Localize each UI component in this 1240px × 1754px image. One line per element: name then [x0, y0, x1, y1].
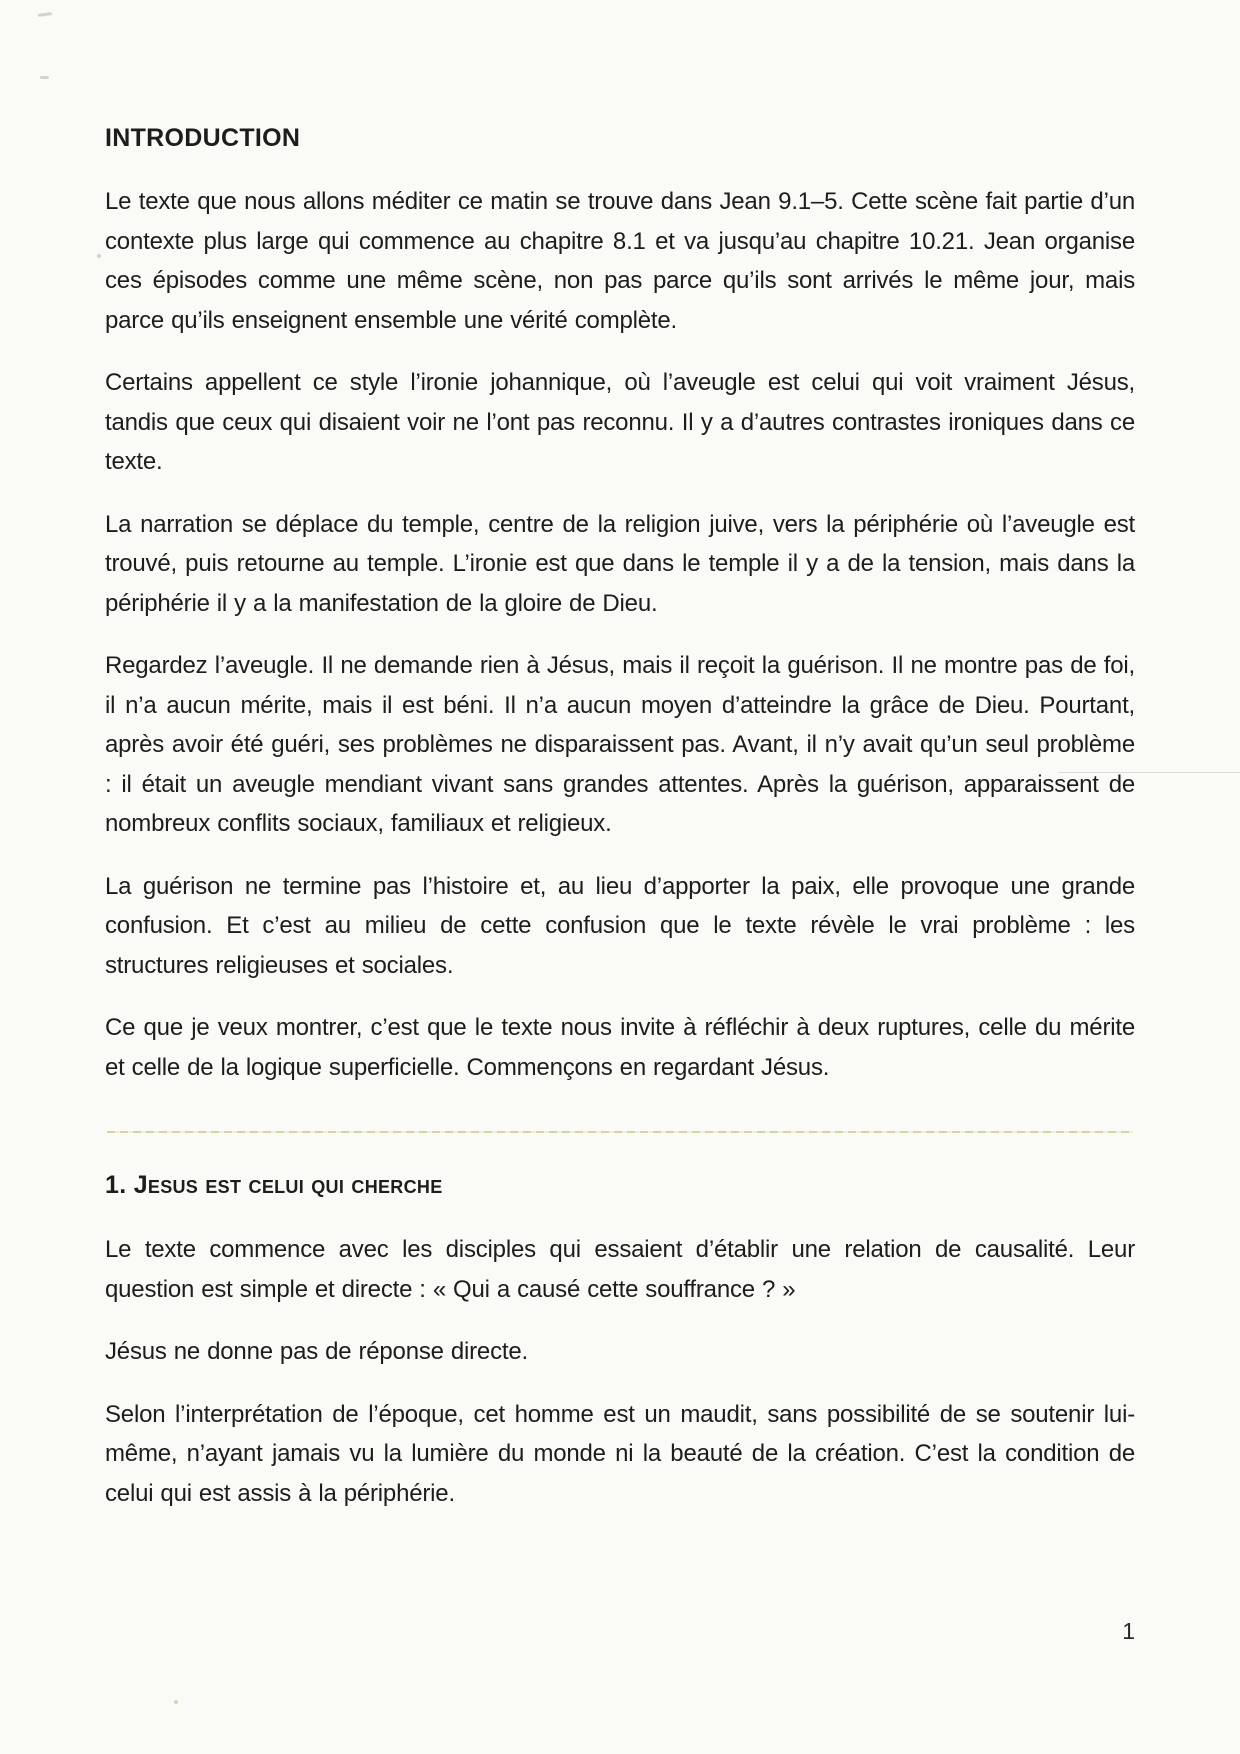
intro-paragraph: Regardez l’aveugle. Il ne demande rien à Jésus, mais il reçoit la guérison. Il ne montre pas de foi, il n’a aucun mérite, mais il est béni. Il n’a aucun moyen d’atteindre la grâce de Dieu. Pourtant, après avoir été guéri, ses problèmes ne disparaissent pas. Avant, il n’y avait qu’un seul problème : il était un aveugle mendiant vivant sans grandes attentes. Après la guérison, apparaissent de nombreux conflits sociaux, familiaux et religieux.	[105, 652, 1135, 837]
page-number: 1	[1122, 1618, 1135, 1644]
intro-paragraph: Certains appellent ce style l’ironie johannique, où l’aveugle est celui qui voit vraiment Jésus, tandis que ceux qui disaient voir ne l’ont pas reconnu. Il y a d’autres contrastes ironiques dans ce texte.	[105, 369, 1135, 475]
text-block	[105, 124, 1135, 1536]
intro-heading: INTRODUCTION	[105, 124, 301, 152]
intro-paragraph: La narration se déplace du temple, centre de la religion juive, vers la périphérie où l’aveugle est trouvé, puis retourne au temple. L’ironie est que dans le temple il y a de la tension, mais dans la périphérie il y a la manifestation de la gloire de Dieu.	[105, 510, 1135, 617]
section1-heading: 1. Jesus est celui qui cherche	[105, 1171, 443, 1199]
intro-paragraph: La guérison ne termine pas l’histoire et, au lieu d’apporter la paix, elle provoque une grande confusion. Et c’est au milieu de cette confusion que le texte révèle le vrai problème : les structures religieuses et sociales.	[105, 872, 1135, 979]
section1-paragraph: Selon l’interprétation de l’époque, cet homme est un maudit, sans possibilité de se soutenir lui-même, n’ayant jamais vu la lumière du monde ni la beauté de la création. C’est la condition de celui qui est assis à la périphérie.	[105, 1400, 1135, 1507]
scan-smudge	[174, 1700, 178, 1704]
scan-smudge	[38, 12, 52, 17]
intro-paragraph: Ce que je veux montrer, c’est que le texte nous invite à réfléchir à deux ruptures, celle du mérite et celle de la logique superficielle. Commençons en regardant Jésus.	[105, 1014, 1135, 1081]
scan-smudge	[97, 254, 101, 258]
intro-paragraph: Le texte que nous allons méditer ce matin se trouve dans Jean 9.1–5. Cette scène fait partie d’un contexte plus large qui commence au chapitre 8.1 et va jusqu’au chapitre 10.21. Jean organise ces épisodes comme une même scène, non pas parce qu’ils sont arrivés le même jour, mais parce qu’ils enseignent ensemble une vérité complète.	[105, 188, 1135, 334]
scan-smudge	[40, 76, 49, 79]
section-divider-line	[107, 1131, 1133, 1133]
section1-paragraph: Jésus ne donne pas de réponse directe.	[105, 1338, 528, 1365]
section1-paragraph: Le texte commence avec les disciples qui essaient d’établir une relation de causalité. Leur question est simple et directe : « Qui a causé cette souffrance ? »	[105, 1236, 1135, 1303]
